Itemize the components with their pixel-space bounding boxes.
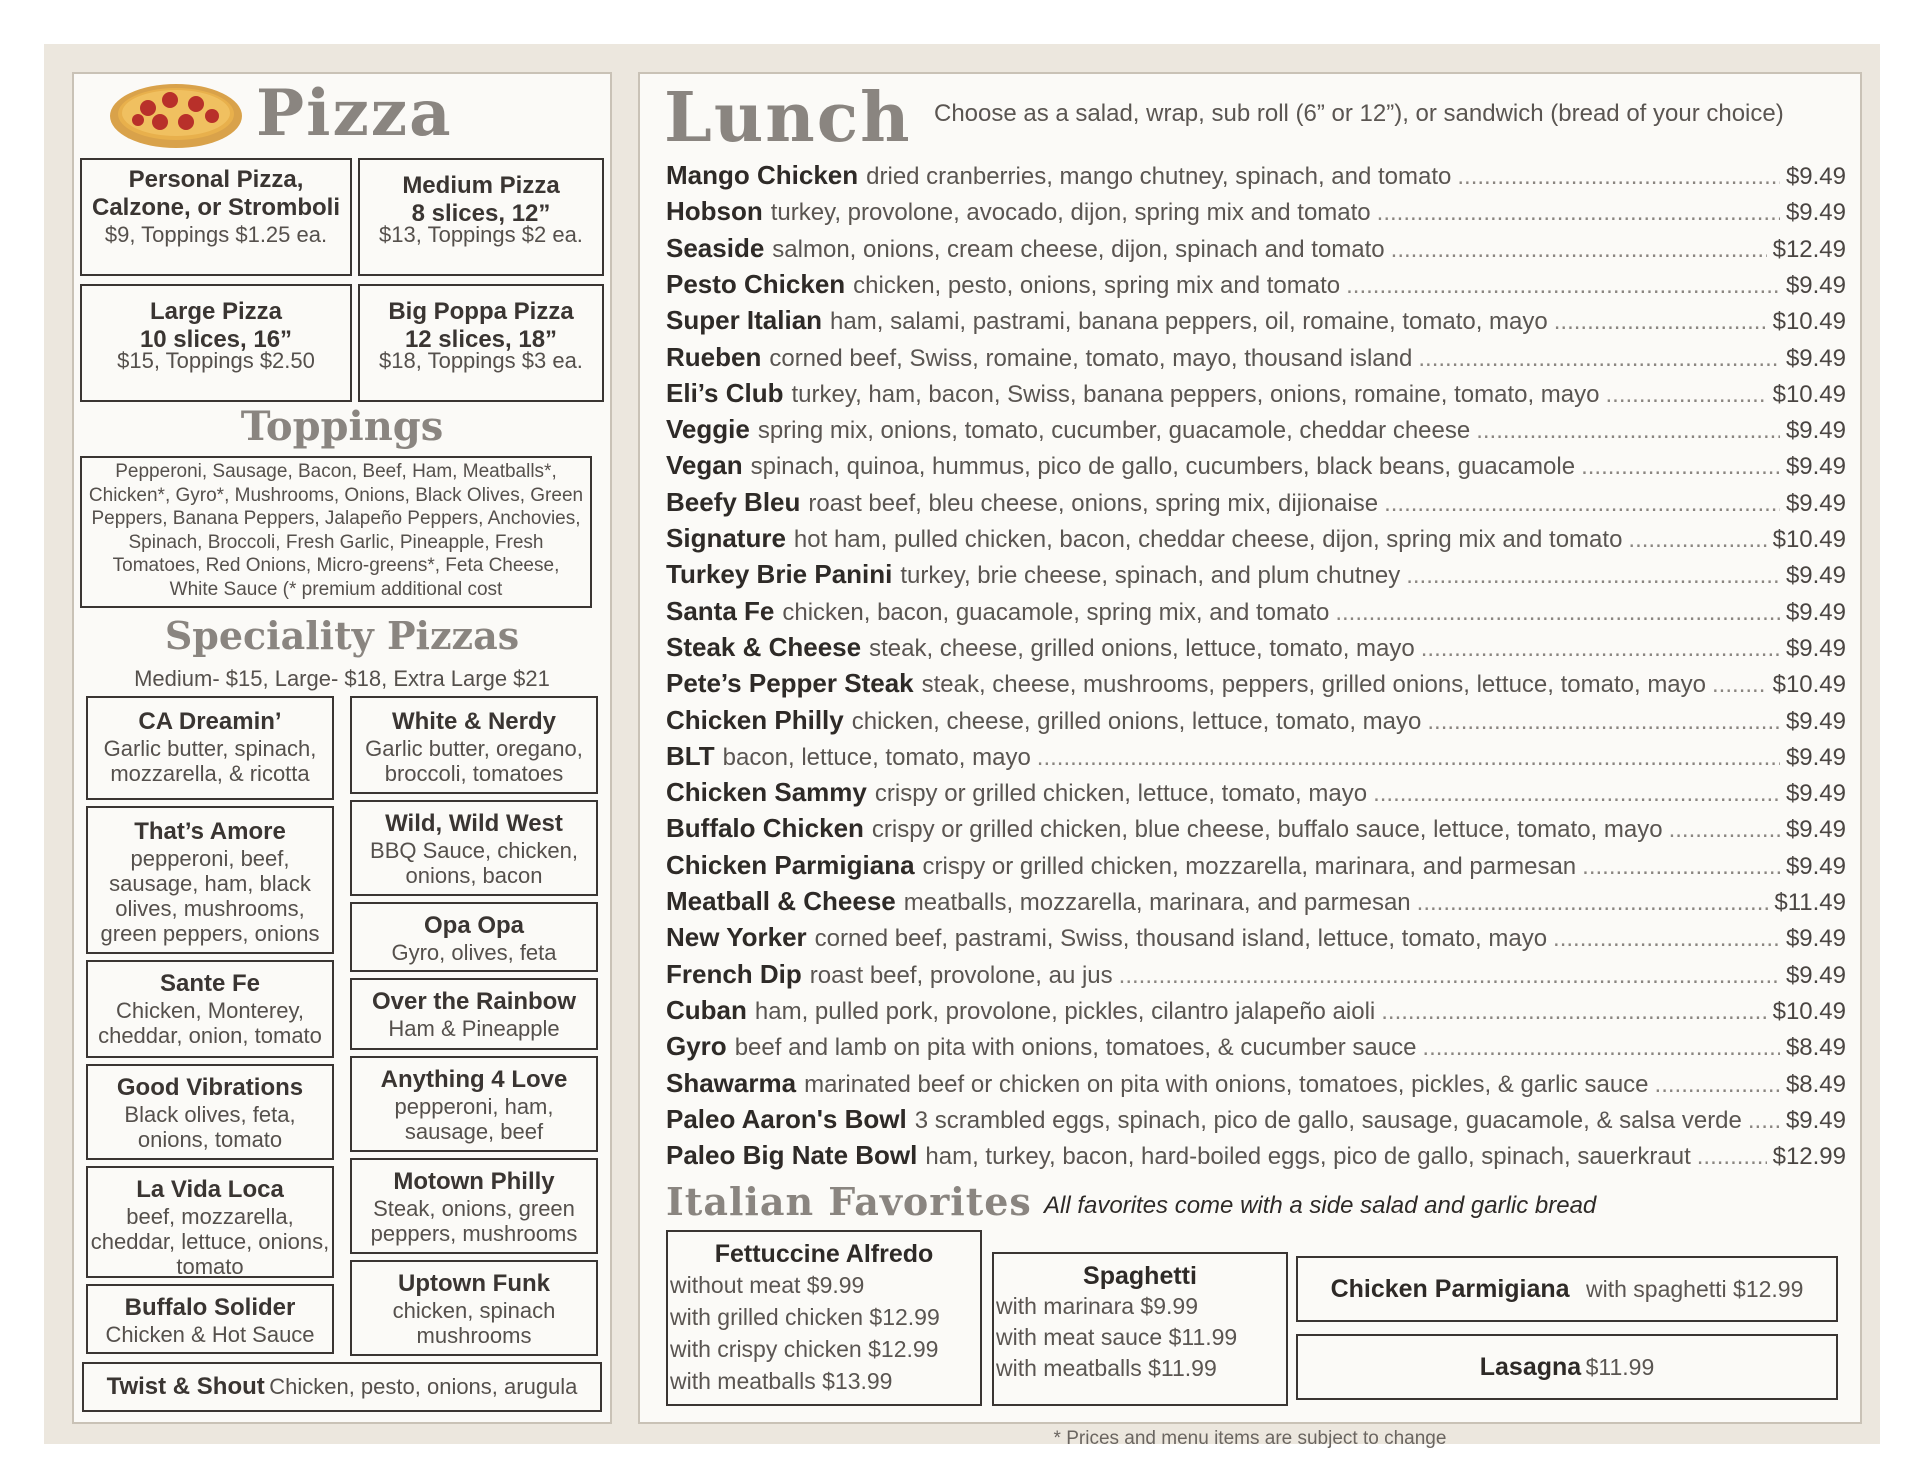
item-price: $9.49 <box>1785 163 1846 190</box>
item-desc: roast beef, bleu cheese, onions, spring mix, dijionaise <box>808 489 1379 517</box>
toppings-list: Pepperoni, Sausage, Bacon, Beef, Ham, Meatballs*, Chicken*, Gyro*, Mushrooms, Onions, Black Olives, Green Peppers, Banana Peppers, Jalapeño Peppers, Anchovies, Spinach, Broccoli, Fresh Garlic, Pineapple, Fresh Tomatoes, Red Onions, Micro-greens*, Feta Cheese, White Sauce (* premium additional cost <box>88 461 584 600</box>
leader-dots <box>1605 381 1766 409</box>
item-desc: corned beef, pastrami, Swiss, thousand island, lettuce, tomato, mayo <box>814 925 1548 953</box>
size-name: Medium Pizza <box>402 172 560 199</box>
leader-dots <box>1427 708 1780 736</box>
lasagna-price: $11.99 <box>1585 1354 1655 1380</box>
fettuccine-line: with grilled chicken $12.99 <box>670 1304 940 1330</box>
pizza-size-medium <box>358 158 604 276</box>
speciality-desc: Black olives, feta, onions, tomato <box>124 1102 296 1152</box>
lunch-item <box>666 160 1846 194</box>
item-name: Paleo Big Nate Bowl <box>666 1140 918 1171</box>
lunch-item <box>666 1104 1846 1138</box>
item-price: $9.49 <box>1785 199 1846 227</box>
speciality-desc: Garlic butter, oregano, broccoli, tomatoes <box>365 736 583 786</box>
speciality-name: Anything 4 Love <box>380 1066 568 1093</box>
item-price: $10.49 <box>1772 380 1846 408</box>
item-price: $12.99 <box>1772 1143 1846 1171</box>
size-name: Personal Pizza, Calzone, or Stromboli <box>91 166 340 221</box>
item-desc: chicken, pesto, onions, spring mix and tomato <box>853 271 1341 299</box>
item-name: Paleo Aaron's Bowl <box>666 1103 907 1134</box>
item-price: $9.49 <box>1785 707 1846 735</box>
speciality-wild-wild-west <box>350 800 598 896</box>
item-desc: roast beef, provolone, au jus <box>809 961 1113 989</box>
leader-dots <box>1582 853 1780 881</box>
item-price: $9.49 <box>1785 489 1846 517</box>
item-desc: steak, cheese, mushrooms, peppers, grilled onions, lettuce, tomato, mayo <box>921 671 1707 699</box>
toppings-title: Toppings <box>240 403 444 450</box>
leader-dots <box>1457 163 1780 191</box>
lunch-title: Lunch <box>664 78 912 158</box>
item-desc: turkey, ham, bacon, Swiss, banana peppers, onions, romaine, tomato, mayo <box>791 380 1600 408</box>
speciality-name: Wild, Wild West <box>385 810 563 837</box>
italian-title: Italian Favorites <box>666 1179 1032 1224</box>
item-name: Shawarma <box>666 1067 797 1098</box>
item-price: $9.49 <box>1785 780 1846 808</box>
fettuccine-line: without meat $9.99 <box>670 1272 865 1298</box>
size-slices: 8 slices, 12” <box>411 200 551 227</box>
item-desc: ham, turkey, bacon, hard-boiled eggs, pico de gallo, spinach, sauerkraut <box>925 1143 1691 1171</box>
item-name: Super Italian <box>666 305 823 336</box>
speciality-la-vida-loca <box>86 1166 334 1278</box>
item-desc: salmon, onions, cream cheese, dijon, spinach and tomato <box>772 235 1385 263</box>
fettuccine-line: with crispy chicken $12.99 <box>670 1336 939 1362</box>
item-desc: spinach, quinoa, hummus, pico de gallo, cucumbers, black beans, guacamole <box>750 453 1576 481</box>
item-price: $9.49 <box>1785 852 1846 880</box>
speciality-desc: Steak, onions, green peppers, mushrooms <box>370 1196 578 1246</box>
lunch-item <box>666 995 1846 1029</box>
speciality-desc: Gyro, olives, feta <box>391 940 557 965</box>
item-price: $9.49 <box>1785 271 1846 299</box>
leader-dots <box>1628 526 1766 554</box>
speciality-uptown-funk <box>350 1260 598 1356</box>
speciality-desc: Chicken & Hot Sauce <box>105 1322 315 1347</box>
item-name: Eli’s Club <box>666 377 784 408</box>
size-price: $9, Toppings $1.25 ea. <box>104 222 328 247</box>
item-desc: chicken, cheese, grilled onions, lettuce, tomato, mayo <box>851 707 1422 735</box>
speciality-name: Over the Rainbow <box>371 988 577 1015</box>
speciality-desc: Chicken, pesto, onions, arugula <box>269 1374 578 1399</box>
leader-dots <box>1697 1143 1767 1171</box>
lunch-item <box>666 1068 1846 1102</box>
leader-dots <box>1422 1034 1780 1062</box>
leader-dots <box>1381 998 1766 1026</box>
fettuccine-name: Fettuccine Alfredo <box>714 1240 934 1268</box>
item-price: $10.49 <box>1772 997 1846 1025</box>
pizza-size-big-poppa <box>358 284 604 402</box>
speciality-desc: chicken, spinach mushrooms <box>392 1298 556 1348</box>
item-name: Hobson <box>666 196 763 227</box>
pizza-size-personal <box>80 158 352 276</box>
item-desc: bacon, lettuce, tomato, mayo <box>722 743 1031 771</box>
item-desc: meatballs, mozzarella, marinara, and parmesan <box>903 889 1411 916</box>
item-name: Vegan <box>666 450 743 481</box>
item-name: Gyro <box>666 1031 727 1062</box>
item-price: $9.49 <box>1785 925 1846 953</box>
item-name: Rueben <box>666 341 762 372</box>
lunch-item <box>666 523 1846 557</box>
parmigiana-name: Chicken Parmigiana <box>1330 1275 1570 1303</box>
pizza-title: Pizza <box>256 76 453 151</box>
item-price: $8.49 <box>1785 1070 1846 1098</box>
lunch-item <box>666 813 1846 847</box>
lunch-item <box>666 777 1846 811</box>
spaghetti-name: Spaghetti <box>1083 1262 1197 1290</box>
speciality-desc: Ham & Pineapple <box>388 1016 560 1041</box>
speciality-name: Sante Fe <box>159 970 261 997</box>
lunch-item <box>666 1031 1846 1065</box>
item-price: $11.49 <box>1774 889 1846 916</box>
item-name: French Dip <box>666 958 802 989</box>
footer-note: * Prices and menu items are subject to change <box>1053 1428 1447 1449</box>
spaghetti-line: with marinara $9.99 <box>996 1293 1198 1319</box>
speciality-name: Motown Philly <box>393 1168 555 1195</box>
leader-dots <box>1655 1071 1780 1099</box>
lunch-item <box>666 959 1846 993</box>
lunch-subtitle: Choose as a salad, wrap, sub roll (6” or 12”), or sandwich (bread of your choice) <box>934 100 1784 127</box>
leader-dots <box>1377 199 1780 227</box>
item-desc: crispy or grilled chicken, lettuce, tomato, mayo <box>874 780 1368 808</box>
leader-dots <box>1748 1107 1780 1135</box>
spaghetti-line: with meatballs $11.99 <box>996 1355 1217 1381</box>
speciality-name: That’s Amore <box>134 818 286 845</box>
item-price: $10.49 <box>1772 526 1846 553</box>
size-slices: 10 slices, 16” <box>139 326 293 353</box>
item-price: $9.49 <box>1785 453 1846 481</box>
speciality-title: Speciality Pizzas <box>164 613 520 658</box>
item-desc: ham, salami, pastrami, banana peppers, oil, romaine, tomato, mayo <box>830 308 1548 336</box>
leader-dots <box>1581 453 1780 481</box>
size-name: Big Poppa Pizza <box>388 298 574 325</box>
lunch-item <box>666 487 1846 521</box>
leader-dots <box>1384 490 1780 518</box>
leader-dots <box>1476 417 1780 445</box>
item-name: New Yorker <box>666 922 807 953</box>
speciality-ca-dreamin <box>86 696 334 800</box>
item-price: $12.49 <box>1772 235 1846 263</box>
item-price: $9.49 <box>1785 344 1846 372</box>
lunch-item <box>666 305 1846 339</box>
speciality-opa-opa <box>350 902 598 972</box>
speciality-desc: Chicken, Monterey, cheddar, onion, tomato <box>98 998 322 1048</box>
lunch-item <box>666 632 1846 666</box>
leader-dots <box>1406 562 1780 590</box>
lunch-item <box>666 559 1846 593</box>
item-desc: turkey, brie cheese, spinach, and plum chutney <box>900 562 1401 590</box>
leader-dots <box>1391 236 1767 264</box>
speciality-twist-and-shout <box>82 1362 602 1412</box>
speciality-name: Buffalo Solider <box>124 1294 296 1321</box>
spaghetti-box <box>992 1252 1288 1406</box>
item-desc: beef and lamb on pita with onions, tomatoes, & cucumber sauce <box>734 1034 1417 1062</box>
lunch-item <box>666 1140 1846 1174</box>
item-price: $8.49 <box>1785 1034 1846 1062</box>
lunch-item <box>666 668 1846 702</box>
item-price: $9.49 <box>1785 562 1846 590</box>
speciality-thats-amore <box>86 806 334 954</box>
speciality-desc: beef, mozzarella, cheddar, lettuce, onions, tomato <box>90 1204 330 1279</box>
item-price: $9.49 <box>1785 961 1846 989</box>
pizza-size-large <box>80 284 352 402</box>
item-desc: ham, pulled pork, provolone, pickles, cilantro jalapeño aioli <box>754 997 1376 1025</box>
lunch-item <box>666 850 1846 884</box>
lunch-item <box>666 414 1846 448</box>
lunch-list <box>638 160 1862 1170</box>
leader-dots <box>1373 780 1780 808</box>
speciality-name: Twist & Shout <box>106 1373 265 1400</box>
item-name: Turkey Brie Panini <box>666 559 893 590</box>
speciality-prices: Medium- $15, Large- $18, Extra Large $21 <box>134 666 550 691</box>
speciality-motown-philly <box>350 1158 598 1254</box>
size-price: $15, Toppings $2.50 <box>117 348 315 373</box>
spaghetti-line: with meat sauce $11.99 <box>996 1324 1238 1350</box>
leader-dots <box>1037 744 1780 772</box>
item-price: $9.49 <box>1785 417 1846 445</box>
item-desc: hot ham, pulled chicken, bacon, cheddar cheese, dijon, spring mix and tomato <box>793 526 1623 553</box>
speciality-buffalo-solider <box>86 1284 334 1354</box>
item-desc: crispy or grilled chicken, blue cheese, buffalo sauce, lettuce, tomato, mayo <box>871 816 1663 844</box>
item-name: Chicken Sammy <box>666 777 867 808</box>
speciality-white-and-nerdy <box>350 696 598 794</box>
leader-dots <box>1669 816 1780 844</box>
lunch-item <box>666 233 1846 267</box>
item-name: Mango Chicken <box>666 160 859 190</box>
item-desc: marinated beef or chicken on pita with onions, tomatoes, pickles, & garlic sauce <box>804 1070 1649 1098</box>
lunch-item <box>666 196 1846 230</box>
lunch-item <box>666 886 1846 920</box>
leader-dots <box>1421 635 1780 663</box>
item-price: $9.49 <box>1785 743 1846 771</box>
item-desc: steak, cheese, grilled onions, lettuce, tomato, mayo <box>869 634 1415 662</box>
size-price: $13, Toppings $2 ea. <box>379 222 583 247</box>
item-desc: crispy or grilled chicken, mozzarella, marinara, and parmesan <box>922 852 1577 880</box>
item-desc: corned beef, Swiss, romaine, tomato, mayo, thousand island <box>769 344 1413 372</box>
item-price: $9.49 <box>1785 598 1846 626</box>
size-price: $18, Toppings $3 ea. <box>379 348 583 373</box>
speciality-desc: pepperoni, beef, sausage, ham, black olives, mushrooms, green peppers, onions <box>100 846 320 946</box>
leader-dots <box>1554 308 1767 336</box>
leader-dots <box>1553 925 1780 953</box>
item-desc: 3 scrambled eggs, spinach, pico de gallo, sausage, guacamole, & salsa verde <box>914 1106 1742 1134</box>
italian-note: All favorites come with a side salad and garlic bread <box>1044 1192 1597 1219</box>
pizza-icon <box>108 80 244 150</box>
speciality-name: Good Vibrations <box>116 1074 304 1101</box>
lunch-item <box>666 269 1846 303</box>
item-desc: dried cranberries, mango chutney, spinach, and tomato <box>866 163 1452 190</box>
speciality-good-vibrations <box>86 1064 334 1160</box>
item-name: Chicken Philly <box>666 704 844 735</box>
parmigiana-box <box>1296 1256 1838 1322</box>
item-desc: turkey, provolone, avocado, dijon, spring mix and tomato <box>770 199 1371 227</box>
lunch-item <box>666 450 1846 484</box>
speciality-desc: BBQ Sauce, chicken, onions, bacon <box>370 838 578 888</box>
speciality-name: CA Dreamin’ <box>138 708 282 735</box>
item-name: BLT <box>666 740 715 771</box>
item-name: Veggie <box>666 414 750 445</box>
item-desc: chicken, bacon, guacamole, spring mix, and tomato <box>782 598 1330 626</box>
item-name: Santa Fe <box>666 595 775 626</box>
item-price: $10.49 <box>1772 671 1846 699</box>
item-price: $9.49 <box>1785 634 1846 662</box>
speciality-desc: pepperoni, ham, sausage, beef <box>394 1094 554 1144</box>
leader-dots <box>1418 345 1780 373</box>
item-name: Buffalo Chicken <box>666 813 864 844</box>
item-name: Cuban <box>666 994 747 1025</box>
item-name: Pesto Chicken <box>666 268 846 299</box>
item-name: Seaside <box>666 232 765 263</box>
speciality-over-the-rainbow <box>350 978 598 1050</box>
item-name: Signature <box>666 523 786 553</box>
leader-dots <box>1119 962 1780 990</box>
leader-dots <box>1346 272 1780 300</box>
lunch-item <box>666 741 1846 775</box>
item-price: $9.49 <box>1785 816 1846 844</box>
item-name: Beefy Bleu <box>666 486 801 517</box>
fettuccine-line: with meatballs $13.99 <box>670 1368 893 1394</box>
leader-dots <box>1712 671 1767 699</box>
item-price: $10.49 <box>1772 308 1846 336</box>
item-name: Chicken Parmigiana <box>666 849 915 880</box>
leader-dots <box>1335 599 1780 627</box>
speciality-name: La Vida Loca <box>136 1176 284 1203</box>
speciality-anything-4-love <box>350 1056 598 1152</box>
lunch-item <box>666 378 1846 412</box>
parmigiana-desc: with spaghetti $12.99 <box>1586 1276 1804 1302</box>
speciality-name: Uptown Funk <box>398 1270 550 1297</box>
lunch-item <box>666 342 1846 376</box>
speciality-name: Opa Opa <box>423 912 525 939</box>
item-name: Meatball & Cheese <box>666 886 896 916</box>
speciality-desc: Garlic butter, spinach, mozzarella, & ricotta <box>103 736 317 786</box>
speciality-name: White & Nerdy <box>391 708 556 735</box>
lasagna-box <box>1296 1334 1838 1400</box>
size-slices: 12 slices, 18” <box>404 326 558 353</box>
item-name: Steak & Cheese <box>666 631 862 662</box>
item-name: Pete’s Pepper Steak <box>666 668 914 699</box>
item-price: $9.49 <box>1785 1106 1846 1134</box>
lunch-item <box>666 705 1846 739</box>
speciality-sante-fe <box>86 960 334 1058</box>
lunch-item <box>666 922 1846 956</box>
lasagna-name: Lasagna <box>1479 1353 1582 1381</box>
size-name: Large Pizza <box>149 298 283 325</box>
leader-dots <box>1417 889 1769 917</box>
lunch-item <box>666 596 1846 630</box>
item-desc: spring mix, onions, tomato, cucumber, guacamole, cheddar cheese <box>757 417 1471 445</box>
fettuccine-box <box>666 1230 982 1406</box>
toppings-box <box>80 456 592 608</box>
